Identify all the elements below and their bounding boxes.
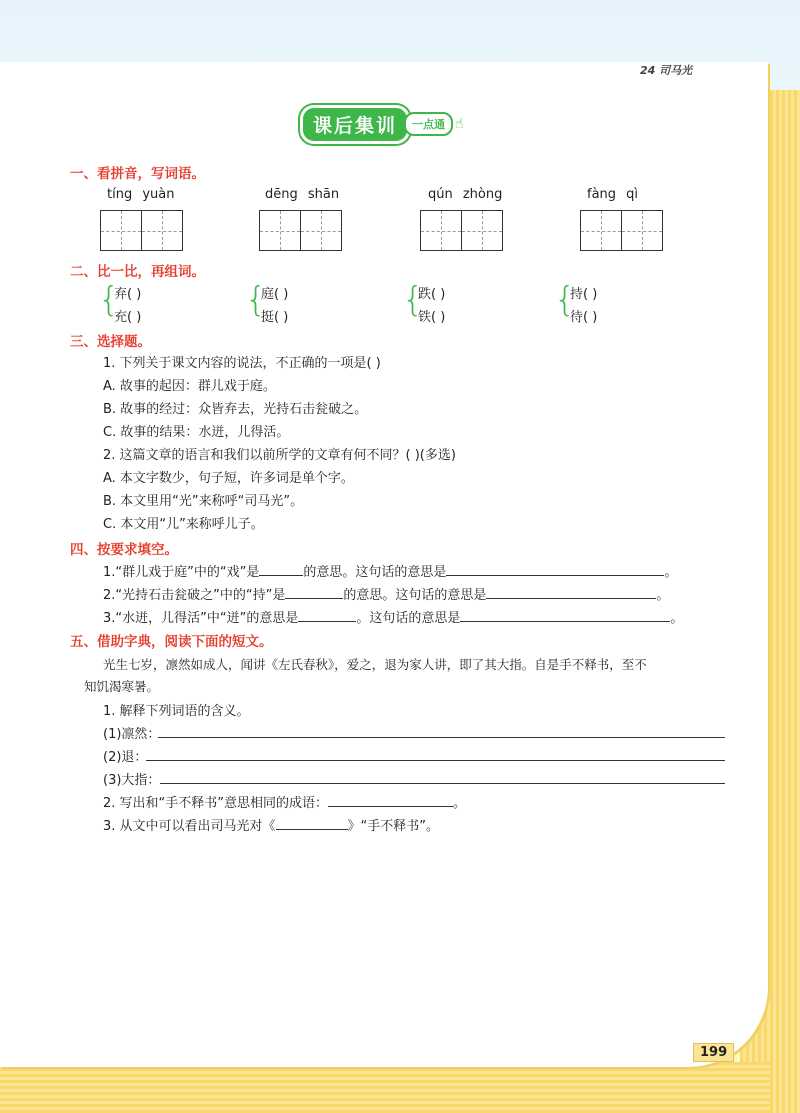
writing-box[interactable] — [141, 210, 183, 251]
fill-item-middle: 的意思。这句话的意思是 — [343, 588, 487, 603]
compare-word: 庭( ) — [261, 287, 289, 302]
section1-title: 一、看拼音，写词语。 — [70, 166, 205, 182]
pinyin-3: qún zhòng — [428, 187, 503, 202]
compare-word: 充( ) — [114, 310, 142, 325]
brace-icon: { — [402, 280, 424, 320]
section3-title: 三、选择题。 — [70, 334, 151, 350]
option-line: A. 本文字数少，句子短，许多词是单个字。 — [103, 471, 354, 486]
fill-item — [103, 815, 439, 834]
question-line: 2. 这篇文章的语言和我们以前所学的文章有何不同？( )(多选) — [103, 448, 456, 463]
compare-word: 待( ) — [570, 310, 598, 325]
answer-blank[interactable] — [486, 585, 656, 599]
answer-blank[interactable] — [285, 585, 343, 599]
answer-line[interactable] — [146, 760, 725, 761]
fill-item-end: 。 — [453, 796, 467, 811]
passage-line: 光生七岁，凛然如成人，闻讲《左氏春秋》，爱之，退为家人讲，即了其大指。自是手不释书，至不 — [103, 657, 647, 672]
option-line: B. 本文里用“光”来称呼“司马光”。 — [103, 494, 304, 509]
pinyin-2: dēng shān — [265, 187, 340, 202]
section-banner — [300, 108, 464, 140]
answer-blank[interactable] — [298, 608, 356, 622]
book-bottom-edge — [0, 1062, 770, 1113]
fill-item-end: 》“手不释书”。 — [347, 819, 440, 834]
brace-icon: { — [554, 280, 576, 320]
fill-item — [103, 561, 677, 580]
fill-item-end: 。 — [664, 565, 678, 580]
answer-line[interactable] — [160, 783, 725, 784]
pinyin-1: tíng yuàn — [107, 187, 175, 202]
section5-title: 五、借助字典，阅读下面的短文。 — [70, 634, 273, 650]
fill-item-end: 。 — [656, 588, 670, 603]
fill-item-prefix: 3. 从文中可以看出司马光对《 — [103, 819, 276, 834]
banner-subtitle: 一点通 — [404, 112, 453, 136]
fill-item-prefix: 2. 写出和“手不释书”意思相同的成语： — [103, 796, 329, 811]
fill-item — [103, 792, 466, 811]
compare-word: 挺( ) — [261, 310, 289, 325]
term-label: (3)大指： — [103, 773, 161, 788]
page-number: 199 — [693, 1043, 734, 1062]
question-line: 1. 下列关于课文内容的说法，不正确的一项是( ) — [103, 356, 381, 371]
writing-box[interactable] — [621, 210, 663, 251]
option-line: C. 故事的结果：水迸，儿得活。 — [103, 425, 290, 440]
answer-blank[interactable] — [446, 562, 664, 576]
answer-line[interactable] — [158, 737, 725, 738]
fill-item-prefix: 3.“水迸，儿得活”中“迸”的意思是 — [103, 611, 299, 626]
writing-box[interactable] — [580, 210, 622, 251]
writing-box[interactable] — [461, 210, 503, 251]
fill-item-prefix: 1.“群儿戏于庭”中的“戏”是 — [103, 565, 260, 580]
compare-word: 持( ) — [570, 287, 598, 302]
answer-blank[interactable] — [259, 562, 303, 576]
answer-blank[interactable] — [460, 608, 670, 622]
option-line: B. 故事的经过：众皆弃去，光持石击瓮破之。 — [103, 402, 368, 417]
fill-item — [103, 607, 683, 626]
answer-blank[interactable] — [276, 816, 348, 830]
compare-word: 铁( ) — [418, 310, 446, 325]
writing-box[interactable] — [259, 210, 301, 251]
compare-word: 弃( ) — [114, 287, 142, 302]
option-line: C. 本文用“儿”来称呼儿子。 — [103, 517, 264, 532]
fill-item-middle: 的意思。这句话的意思是 — [303, 565, 447, 580]
fill-item-prefix: 2.“光持石击瓮破之”中的“持”是 — [103, 588, 286, 603]
fill-item — [103, 584, 669, 603]
passage-line: 知饥渴寒暑。 — [84, 679, 160, 694]
writing-box[interactable] — [100, 210, 142, 251]
brace-icon: { — [98, 280, 120, 320]
pinyin-4: fàng qì — [587, 187, 639, 202]
writing-box[interactable] — [420, 210, 462, 251]
term-label: (2)退： — [103, 750, 148, 765]
section4-title: 四、按要求填空。 — [70, 542, 178, 558]
answer-blank[interactable] — [328, 793, 453, 807]
question-line: 1. 解释下列词语的含义。 — [103, 704, 250, 719]
banner-title: 课后集训 — [300, 105, 410, 144]
brace-icon: { — [245, 280, 267, 320]
writing-box[interactable] — [300, 210, 342, 251]
fill-item-end: 。 — [670, 611, 684, 626]
term-label: (1)凛然： — [103, 727, 161, 742]
option-line: A. 故事的起因：群儿戏于庭。 — [103, 379, 276, 394]
lesson-header: 24 司马光 — [640, 64, 693, 77]
compare-word: 跌( ) — [418, 287, 446, 302]
fill-item-middle: 。这句话的意思是 — [356, 611, 461, 626]
hand-pointer-icon: ☝ — [455, 116, 464, 132]
section2-title: 二、比一比，再组词。 — [70, 264, 205, 280]
